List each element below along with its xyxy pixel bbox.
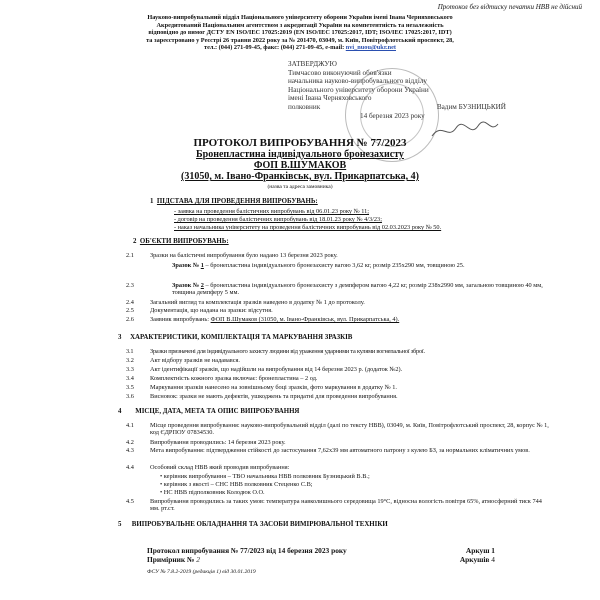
customer-caption: (назва та адреса замовника) [267,184,333,190]
section-heading: ХАРАКТЕРИСТИКИ, КОМПЛЕКТАЦІЯ ТА МАРКУВАННЯ ЗРАЗКІВ [130,334,353,341]
row-number: 3.6 [126,393,134,400]
row-number: 3.3 [126,366,134,373]
sample-text: – бронепластина індивідуального бронезахисту вагою 3,62 кг, розмір 235x290 мм, товщиною 25. [205,262,465,269]
section-number: 3 [118,334,122,341]
row-4-2 [126,439,550,446]
sheet-count-label: Аркушів [459,554,490,564]
row-number: 4.1 [126,422,134,429]
sample-number: 2 [200,282,204,289]
row-text: Комплектність кожного зразка включає: бронепластина – 2 од. [150,375,318,382]
row-4-3 [126,447,550,454]
protocol-title-block [0,138,600,193]
form-code: ФСУ № 7.8.2-2019 (редакція 1) від 30.01.2019 [147,569,256,575]
header-line [30,44,570,52]
row-text: Заявник випробувань: [150,316,209,323]
row-3-1 [126,348,550,355]
row-2-5 [126,307,550,314]
row-3-3 [126,366,550,373]
approval-title: ЗАТВЕРДЖУЮ [288,60,337,68]
basis-text: - договір на проведення балістичних випробувань від 18.01.23 року № 4/3/23; [174,216,382,223]
sample-1 [172,262,550,269]
customer-address: (31050, м. Івано-Франківськ, вул. Прикарпатська, 4) [181,171,419,182]
row-4-1 [126,422,550,437]
row-text: Особовий склад НВВ який проводив випробування: [150,464,290,471]
approval-line: Національного університету оборони України [288,85,429,94]
row-text: Маркування зразків нанесено на зовнішньому боці зразків, фото маркування в додатку № 1. [150,384,397,391]
header-line: відповідно до вимог ДСТУ EN ISO/IEC 17025:2019 (EN ISO/IEC 17025:2017, IDT; ISO/IEC 17025:2017, IDT) [148,29,452,37]
row-text: Загальний вигляд та комплектація зразків наведено в додатку № 1 до протоколу. [150,299,365,306]
section-heading: ВИПРОБУВАЛЬНЕ ОБЛАДНАННЯ ТА ЗАСОБИ ВИМІРЮВАЛЬНОЇ ТЕХНІКИ [131,521,388,528]
row-text: Випробування проводились: 14 березня 2023 року. [150,439,286,446]
section-4-title [118,408,299,415]
row-number: 2.1 [126,252,134,259]
row-number: 2.3 [126,282,134,289]
row-number: 2.5 [126,307,134,314]
row-number: 3.5 [126,384,134,391]
row-text: Висновок: зразки не мають дефектів, ушкоджень та придатні для проведення випробування. [150,393,398,400]
approval-line: імені Івана Черняховського [288,94,372,103]
row-number: 4.5 [126,498,134,505]
email-link[interactable]: nvi_nuou@ukr.net [345,44,396,52]
row-text: Зразки на балістичні випробування було надано 13 березня 2023 року. [150,252,338,259]
approval-line: начальника науково-випробувального відділу [288,77,428,86]
row-number: 4.4 [126,464,134,471]
header-line: та зареєстровано у Реєстрі 26 травня 2022 року за № 201470, 03049, м. Київ, Повітрофлотський проспект, 28, [146,36,454,44]
row-text: Випробування проводились за таких умов: температура навколишнього середовища 19°С, відносна вологість повітря 65%, атмосферний тиск 744 мм. рт.ст. [150,498,542,513]
row-number: 4.3 [126,447,134,454]
basis-item [174,208,552,215]
row-3-2 [126,357,550,364]
sample-label: Зразок № [172,262,200,269]
row-number: 2.6 [126,316,134,323]
name: Вадим БУЗНИЦЬКИЙ [436,102,506,111]
header-line: Акредитований Національним агентством з акредитації України на компетентність та незалежність [156,21,444,29]
basis-item [174,224,552,231]
sample-label: Зразок № [172,282,200,289]
approval-signatory [288,103,528,112]
row-4-4 [126,464,550,471]
sheet-number: Аркуш 1 [465,546,495,555]
basis-text: - заявка на проведення балістичних випробувань від 06.01.23 року № 11; [174,208,370,215]
section-1-title [150,198,318,205]
row-text: Місце проведення випробування: науково-випробувальний відділ (далі по тексту НВВ), 03049, м. Київ, Повітрофлотський проспект, 28, корпус № 1, код ЄДРПОУ 07834530. [150,422,549,437]
row-number: 3.2 [126,357,134,364]
section-number: 2 [133,238,137,245]
footer-protocol: Протокол випробування № 77/2023 від 14 березня 2023 року [147,546,347,555]
approval-block [288,60,528,120]
validity-note: Протокол без відтиску печатки НВВ не дійсний [437,3,582,11]
protocol-title: ПРОТОКОЛ ВИПРОБУВАННЯ № 77/2023 [193,137,407,149]
row-3-5 [126,384,550,391]
row-number: 2.4 [126,299,134,306]
row-2-6 [126,316,550,323]
rank: полковник [288,102,321,111]
section-number: 1 [150,198,154,205]
footer-sheets [460,547,495,564]
copy-number: 2 [196,554,200,564]
row-number: 4.2 [126,439,134,446]
object-title: Бронепластина індивідуального бронезахисту [196,149,404,160]
row-text: Акт ідентифікації зразків, що надійшли на випробування від 14 березня 2023 р. (додаток №2). [150,366,403,373]
personnel-item: • НС НВВ підполковник Колодюк О.О. [160,489,265,496]
section-number: 5 [118,521,122,528]
customer-name: ФОП В.ШУМАКОВ [253,160,347,171]
personnel-item: • керівник з якості – СНС НВВ полковник Стеценко С.В; [160,481,313,488]
section-heading: МІСЦЕ, ДАТА, МЕТА ТА ОПИС ВИПРОБУВАННЯ [135,408,300,415]
basis-item [174,216,552,223]
sheet-count-value: 4 [491,554,495,564]
approval-date: 14 березня 2023 року [360,111,425,120]
row-text: Документація, що надана на зразки: відсутня. [150,307,273,314]
row-number: 3.4 [126,375,134,382]
section-2-title [133,238,229,245]
contacts-text: тел.: (044) 271-09-45, факс: (044) 271-09-45, e-mail: [203,44,345,52]
header-line: Науково-випробувальний відділ Національного університету оборони України імені Івана Черняховського [147,14,453,21]
row-2-1 [126,252,550,259]
section-3-title [118,334,352,341]
row-2-4 [126,299,550,306]
lab-header [30,14,570,52]
footer-copy [147,556,495,565]
row-3-6 [126,393,550,400]
basis-text: - наказ начальника університету на проведення балістичних випробувань від 02.03.2023 року № 50. [174,224,442,231]
row-text: Зразки призначені для індивідуального захисту людини від ураження ударними та кулями вогнепальної зброї. [150,348,425,355]
sheet-count [460,556,495,565]
row-3-4 [126,375,550,382]
row-2-3 [126,282,550,297]
section-heading: ПІДСТАВА ДЛЯ ПРОВЕДЕННЯ ВИПРОБУВАНЬ: [156,198,318,205]
page-footer [147,547,495,564]
applicant: ФОП В.Шумаков (31050, м. Івано-Франківськ, вул. Прикарпатська, 4). [210,316,400,323]
personnel-item: • керівник випробування – ТВО начальника НВВ полковник Бузницький В.В.; [160,473,370,480]
row-text: Мета випробування: підтвердження стійкості до застосування 7,62x39 мм автоматного патрону з кулею БЗ, за нормальних кліматичних умов. [150,447,530,454]
sample-text: – бронепластина індивідуального бронезахисту з демпфером вагою 4,22 кг, розмір 238x2990 мм, загальною товщиною 40 мм, товщина демпферу 5 мм. [172,282,543,297]
copy-label: Примірник № [147,554,195,564]
sample-number: 1 [200,262,204,269]
row-4-5 [126,498,550,513]
section-heading: ОБ'ЄКТИ ВИПРОБУВАНЬ: [139,238,229,245]
section-number: 4 [118,408,122,415]
approval-line: Тимчасово виконуючий обов'язки [288,68,392,77]
row-number: 3.1 [126,348,134,355]
section-5-title [118,521,388,528]
row-text: Акт відбору зразків не надавався. [150,357,240,364]
